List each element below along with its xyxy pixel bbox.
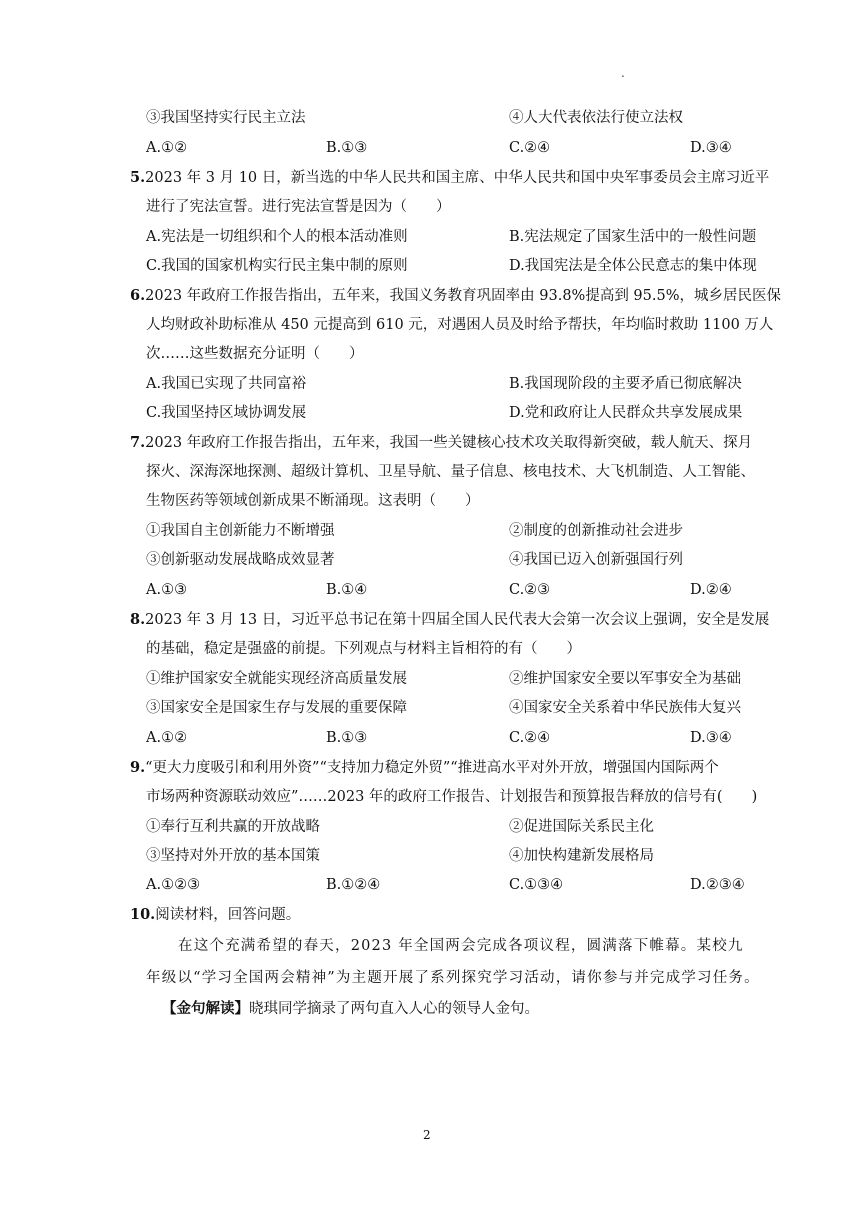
q4-choice-b: B.①③ [326, 140, 368, 156]
q4-choice-d: D.③④ [690, 140, 732, 156]
q10-number: 10. [130, 906, 156, 923]
q8-stem-line-2: 的基础，稳定是强盛的前提。下列观点与材料主旨相符的有（ ） [146, 641, 581, 657]
page-number: 2 [423, 1128, 431, 1142]
q8-choice-c: C.②④ [509, 730, 551, 746]
q6-number: 6. [130, 287, 146, 304]
q7-statement-2: ②制度的创新推动社会进步 [509, 523, 683, 539]
q7-number: 7. [130, 434, 146, 451]
q8-statement-3: ③国家安全是国家生存与发展的重要保障 [146, 700, 407, 716]
q6-stem-line-3: 次……这些数据充分证明（ ） [146, 346, 364, 362]
q6-option-c: C.我国坚持区域协调发展 [146, 405, 307, 421]
q10-task-line [162, 999, 539, 1019]
q4-choice-c: C.②④ [509, 140, 551, 156]
q5-option-a: A.宪法是一切组织和个人的根本活动准则 [146, 229, 408, 245]
q4-choice-a: A.①② [146, 140, 188, 156]
q9-choice-c: C.①③④ [509, 877, 564, 893]
q6-stem-text-1: 2023 年政府工作报告指出，五年来，我国义务教育巩固率由 93.8%提高到 95.5%，城乡居民医保 [145, 288, 781, 304]
q4-statement-4: ④人大代表依法行使立法权 [509, 110, 683, 126]
q5-stem-line-1 [130, 168, 769, 188]
q8-statement-1: ①维护国家安全就能实现经济高质量发展 [146, 671, 407, 687]
q7-choice-b: B.①④ [326, 582, 368, 598]
q5-option-c: C.我国的国家机构实行民主集中制的原则 [146, 258, 408, 274]
q9-choice-d: D.②③④ [690, 877, 745, 893]
q10-material-line-2: 年级以“学习全国两会精神”为主题开展了系列探究学习活动，请你参与并完成学习任务。 [146, 970, 760, 986]
q8-stem-text-1: 2023 年 3 月 13 日，习近平总书记在第十四届全国人民代表大会第一次会议上强调，安全是发展 [145, 612, 770, 628]
q9-statement-3: ③坚持对外开放的基本国策 [146, 848, 320, 864]
header-dot: . [621, 66, 625, 80]
q7-stem-line-3: 生物医药等领域创新成果不断涌现。这表明（ ） [146, 493, 480, 509]
q7-choice-d: D.②④ [690, 582, 732, 598]
q5-stem-text-1: 2023 年 3 月 10 日，新当选的中华人民共和国主席、中华人民共和国中央军事委员会主席习近平 [145, 170, 770, 186]
q6-option-b: B.我国现阶段的主要矛盾已彻底解决 [509, 376, 742, 392]
q9-statement-4: ④加快构建新发展格局 [509, 848, 654, 864]
q7-stem-text-1: 2023 年政府工作报告指出，五年来，我国一些关键核心技术攻关取得新突破，载人航天、探月 [145, 435, 753, 451]
q7-stem-line-2: 探火、深海深地探测、超级计算机、卫星导航、量子信息、核电技术、大飞机制造、人工智能、 [146, 464, 755, 480]
q9-number: 9. [130, 759, 146, 776]
q5-option-d: D.我国宪法是全体公民意志的集中体现 [509, 258, 757, 274]
q8-statement-4: ④国家安全关系着中华民族伟大复兴 [509, 700, 741, 716]
q9-choice-a: A.①②③ [146, 877, 201, 893]
q5-option-b: B.宪法规定了国家生活中的一般性问题 [509, 229, 757, 245]
q10-task-tag: 【金句解读】 [162, 1000, 249, 1017]
q9-choice-b: B.①②④ [326, 877, 381, 893]
q10-task-text: 晓琪同学摘录了两句直入人心的领导人金句。 [249, 1001, 539, 1017]
q7-choice-a: A.①③ [146, 582, 188, 598]
q5-stem-line-2: 进行了宪法宣誓。进行宪法宣誓是因为（ ） [146, 199, 451, 215]
q9-stem-line-2: 市场两种资源联动效应”……2023 年的政府工作报告、计划报告和预算报告释放的信号有( ) [146, 789, 758, 805]
q9-statement-1: ①奉行互利共赢的开放战略 [146, 819, 320, 835]
q8-choice-b: B.①③ [326, 730, 368, 746]
q10-material-line-1: 在这个充满希望的春天，2023 年全国两会完成各项议程，圆满落下帷幕。某校九 [178, 938, 744, 954]
q9-stem-line-1 [130, 758, 719, 778]
q10-stem-line [130, 905, 300, 925]
q6-stem-line-1 [130, 286, 781, 306]
q8-stem-line-1 [130, 610, 769, 630]
q8-choice-d: D.③④ [690, 730, 732, 746]
q9-statement-2: ②促进国际关系民主化 [509, 819, 654, 835]
q7-choice-c: C.②③ [509, 582, 551, 598]
q8-statement-2: ②维护国家安全要以军事安全为基础 [509, 671, 741, 687]
q4-statement-3: ③我国坚持实行民主立法 [146, 110, 306, 126]
q6-stem-line-2: 人均财政补助标准从 450 元提高到 610 元，对遇困人员及时给予帮扶，年均临时救助 1100 万人 [146, 317, 774, 333]
q6-option-d: D.党和政府让人民群众共享发展成果 [509, 405, 743, 421]
q9-stem-text-1: “更大力度吸引和利用外资”“支持加力稳定外贸”“推进高水平对外开放，增强国内国际两个 [145, 760, 719, 776]
q6-option-a: A.我国已实现了共同富裕 [146, 376, 307, 392]
q7-statement-1: ①我国自主创新能力不断增强 [146, 523, 335, 539]
q8-choice-a: A.①② [146, 730, 188, 746]
q7-statement-3: ③创新驱动发展战略成效显著 [146, 552, 335, 568]
q7-statement-4: ④我国已迈入创新强国行列 [509, 552, 683, 568]
q8-number: 8. [130, 611, 146, 628]
q5-number: 5. [130, 169, 146, 186]
q7-stem-line-1 [130, 433, 752, 453]
q10-stem-text: 阅读材料，回答问题。 [155, 907, 301, 923]
